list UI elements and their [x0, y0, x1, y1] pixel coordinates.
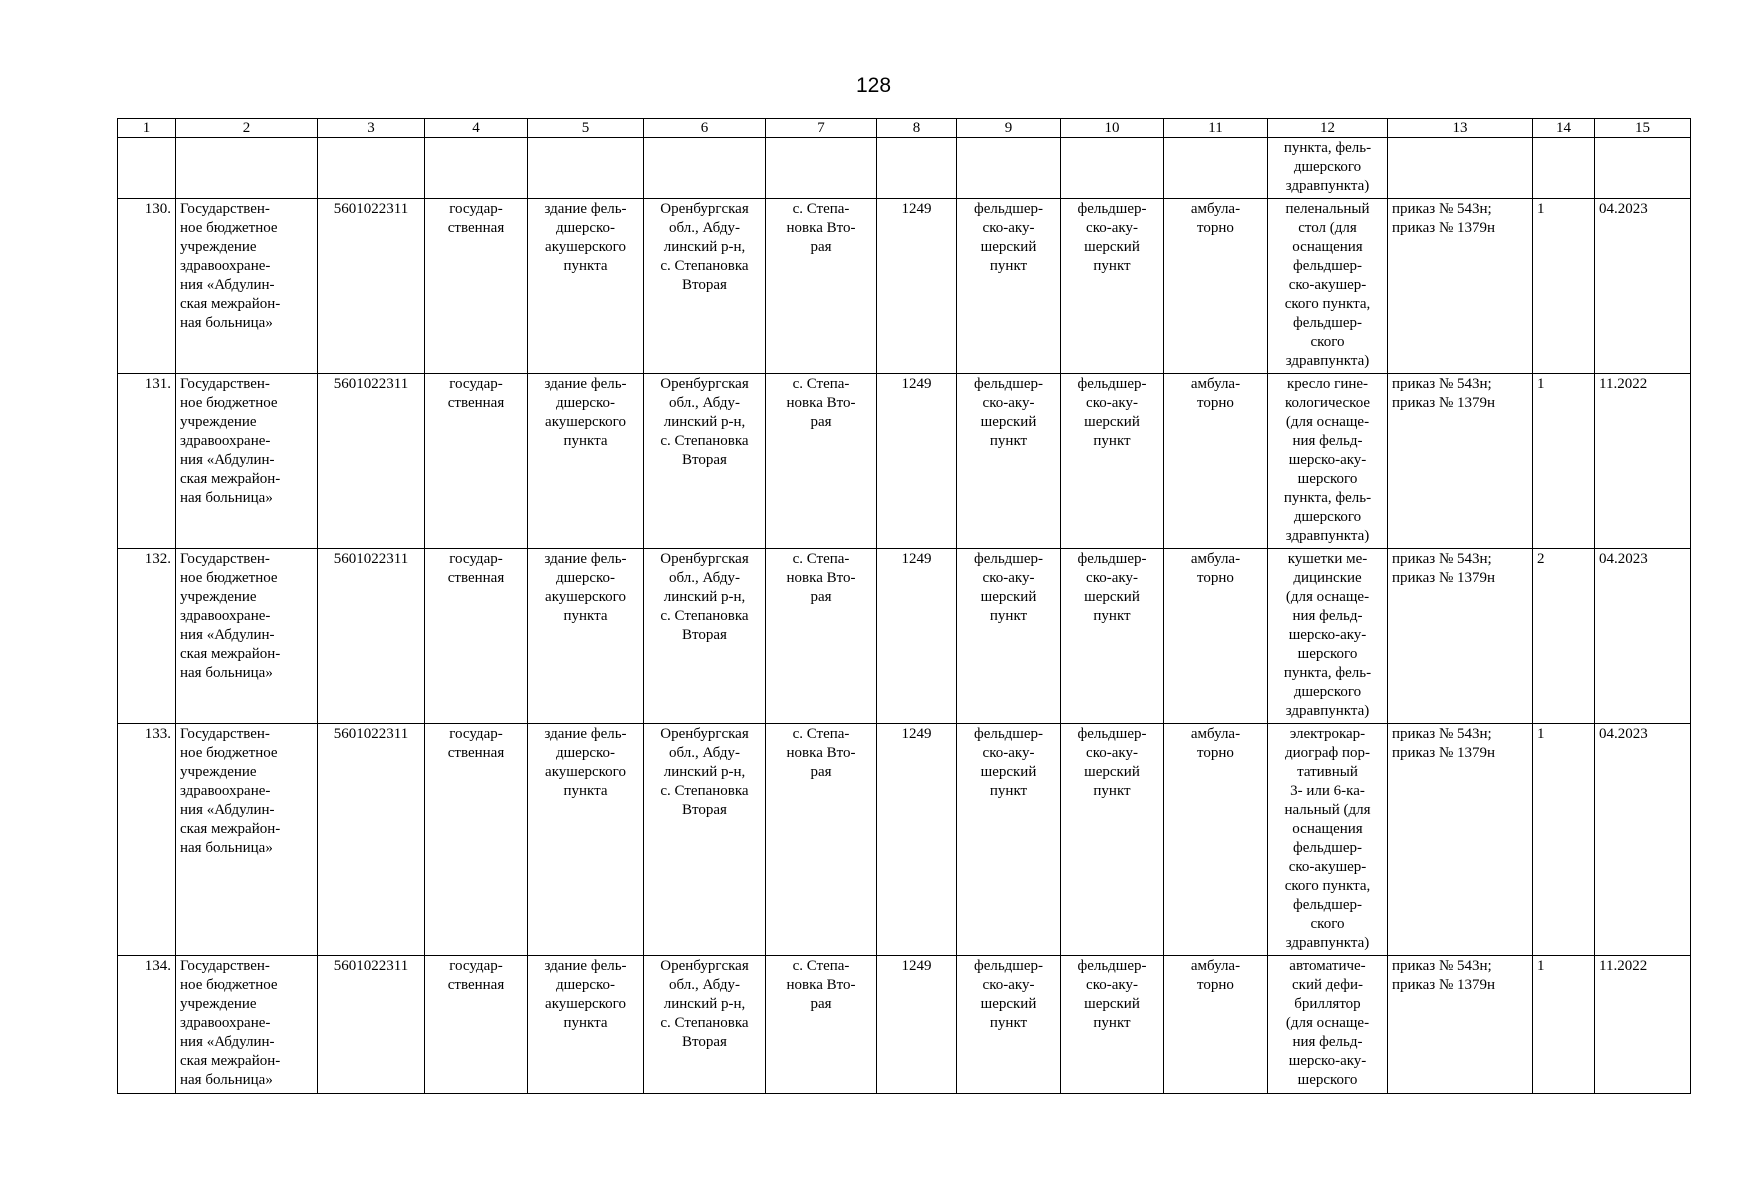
equipment-register-table: [117, 118, 1691, 1094]
equipment-cell: пеленальный стол (для оснащения фельдшер- ско-акушер- ского пункта, фельдшер- ского здравпункта): [1268, 199, 1388, 374]
continuation-row: [118, 138, 1691, 199]
column-header: 9: [957, 119, 1061, 138]
basis-cell: приказ № 543н; приказ № 1379н: [1388, 199, 1533, 374]
quantity-cell: 1: [1533, 724, 1595, 956]
table-cell: [1164, 138, 1268, 199]
date-cell: 11.2022: [1595, 374, 1691, 549]
care-form-cell: амбула- торно: [1164, 956, 1268, 1094]
basis-cell: приказ № 543н; приказ № 1379н: [1388, 724, 1533, 956]
settlement-cell: с. Степа- новка Вто- рая: [766, 956, 877, 1094]
unit-type-cell: фельдшер- ско-аку- шерский пункт: [957, 374, 1061, 549]
care-form-cell: амбула- торно: [1164, 199, 1268, 374]
organization-cell: Государствен- ное бюджетное учреждение здравоохране- ния «Абдулин- ская межрайон- ная больница»: [176, 724, 318, 956]
column-header: 12: [1268, 119, 1388, 138]
table-cell: [425, 138, 528, 199]
quantity-cell: 1: [1533, 956, 1595, 1094]
ownership-cell: государ- ственная: [425, 549, 528, 724]
settlement-cell: с. Степа- новка Вто- рая: [766, 724, 877, 956]
settlement-cell: с. Степа- новка Вто- рая: [766, 549, 877, 724]
table-cell: [1595, 138, 1691, 199]
unit-name-cell: фельдшер- ско-аку- шерский пункт: [1061, 549, 1164, 724]
date-cell: 04.2023: [1595, 724, 1691, 956]
row-number-cell: 131.: [118, 374, 176, 549]
table-cell: [528, 138, 644, 199]
building-cell: здание фель- дшерско- акушерского пункта: [528, 199, 644, 374]
unit-type-cell: фельдшер- ско-аку- шерский пункт: [957, 724, 1061, 956]
column-header: 2: [176, 119, 318, 138]
row-number-cell: 132.: [118, 549, 176, 724]
table-cell: [176, 138, 318, 199]
column-header: 6: [644, 119, 766, 138]
column-header: 15: [1595, 119, 1691, 138]
equipment-cell: кресло гине- кологическое (для оснаще- ния фельд- шерско-аку- шерского пункта, фель- дшерского здравпункта): [1268, 374, 1388, 549]
table-row: [118, 374, 1691, 549]
address-cell: Оренбургская обл., Абду- линский р-н, с. Степановка Вторая: [644, 724, 766, 956]
row-number-cell: 134.: [118, 956, 176, 1094]
building-cell: здание фель- дшерско- акушерского пункта: [528, 374, 644, 549]
care-form-cell: амбула- торно: [1164, 724, 1268, 956]
inn-cell: 5601022311: [318, 549, 425, 724]
table-cell: [318, 138, 425, 199]
inn-cell: 5601022311: [318, 374, 425, 549]
column-header: 5: [528, 119, 644, 138]
quantity-cell: 1: [1533, 199, 1595, 374]
table-cell: [877, 138, 957, 199]
equipment-cell: электрокар- диограф пор- тативный 3- или 6-ка- нальный (для оснащения фельдшер- ско-акушер- ского пункта, фельдшер- ского здравпункта): [1268, 724, 1388, 956]
code-cell: 1249: [877, 956, 957, 1094]
organization-cell: Государствен- ное бюджетное учреждение здравоохране- ния «Абдулин- ская межрайон- ная больница»: [176, 199, 318, 374]
care-form-cell: амбула- торно: [1164, 374, 1268, 549]
table-row: [118, 724, 1691, 956]
date-cell: 04.2023: [1595, 199, 1691, 374]
building-cell: здание фель- дшерско- акушерского пункта: [528, 956, 644, 1094]
ownership-cell: государ- ственная: [425, 956, 528, 1094]
column-number-row: [118, 119, 1691, 138]
page-number: 128: [855, 74, 892, 97]
table-cell: [118, 138, 176, 199]
building-cell: здание фель- дшерско- акушерского пункта: [528, 724, 644, 956]
column-header: 7: [766, 119, 877, 138]
column-header: 10: [1061, 119, 1164, 138]
table-cell: [1533, 138, 1595, 199]
organization-cell: Государствен- ное бюджетное учреждение здравоохране- ния «Абдулин- ская межрайон- ная больница»: [176, 374, 318, 549]
table-cell: [766, 138, 877, 199]
column-header: 1: [118, 119, 176, 138]
inn-cell: 5601022311: [318, 956, 425, 1094]
care-form-cell: амбула- торно: [1164, 549, 1268, 724]
column-header: 8: [877, 119, 957, 138]
inn-cell: 5601022311: [318, 724, 425, 956]
ownership-cell: государ- ственная: [425, 374, 528, 549]
ownership-cell: государ- ственная: [425, 199, 528, 374]
table-cell: [1061, 138, 1164, 199]
unit-type-cell: фельдшер- ско-аку- шерский пункт: [957, 549, 1061, 724]
code-cell: 1249: [877, 724, 957, 956]
table-cell: [1388, 138, 1533, 199]
row-number-cell: 130.: [118, 199, 176, 374]
equipment-cell: автоматиче- ский дефи- бриллятор (для оснаще- ния фельд- шерско-аку- шерского: [1268, 956, 1388, 1094]
ownership-cell: государ- ственная: [425, 724, 528, 956]
code-cell: 1249: [877, 374, 957, 549]
organization-cell: Государствен- ное бюджетное учреждение здравоохране- ния «Абдулин- ская межрайон- ная больница»: [176, 549, 318, 724]
column-header: 11: [1164, 119, 1268, 138]
unit-name-cell: фельдшер- ско-аку- шерский пункт: [1061, 724, 1164, 956]
basis-cell: приказ № 543н; приказ № 1379н: [1388, 549, 1533, 724]
unit-name-cell: фельдшер- ско-аку- шерский пункт: [1061, 956, 1164, 1094]
building-cell: здание фель- дшерско- акушерского пункта: [528, 549, 644, 724]
code-cell: 1249: [877, 549, 957, 724]
column-header: 13: [1388, 119, 1533, 138]
equipment-cell: кушетки ме- дицинские (для оснаще- ния фельд- шерско-аку- шерского пункта, фель- дшерского здравпункта): [1268, 549, 1388, 724]
column-header: 14: [1533, 119, 1595, 138]
basis-cell: приказ № 543н; приказ № 1379н: [1388, 956, 1533, 1094]
address-cell: Оренбургская обл., Абду- линский р-н, с. Степановка Вторая: [644, 199, 766, 374]
unit-name-cell: фельдшер- ско-аку- шерский пункт: [1061, 199, 1164, 374]
basis-cell: приказ № 543н; приказ № 1379н: [1388, 374, 1533, 549]
row-number-cell: 133.: [118, 724, 176, 956]
table-cell: [957, 138, 1061, 199]
table-row: [118, 199, 1691, 374]
column-header: 4: [425, 119, 528, 138]
date-cell: 11.2022: [1595, 956, 1691, 1094]
table-row: [118, 549, 1691, 724]
equipment-cell: пункта, фель- дшерского здравпункта): [1268, 138, 1388, 199]
unit-name-cell: фельдшер- ско-аку- шерский пункт: [1061, 374, 1164, 549]
address-cell: Оренбургская обл., Абду- линский р-н, с. Степановка Вторая: [644, 374, 766, 549]
table-cell: [644, 138, 766, 199]
quantity-cell: 1: [1533, 374, 1595, 549]
column-header: 3: [318, 119, 425, 138]
quantity-cell: 2: [1533, 549, 1595, 724]
unit-type-cell: фельдшер- ско-аку- шерский пункт: [957, 956, 1061, 1094]
unit-type-cell: фельдшер- ско-аку- шерский пункт: [957, 199, 1061, 374]
settlement-cell: с. Степа- новка Вто- рая: [766, 374, 877, 549]
table-row: [118, 956, 1691, 1094]
settlement-cell: с. Степа- новка Вто- рая: [766, 199, 877, 374]
code-cell: 1249: [877, 199, 957, 374]
address-cell: Оренбургская обл., Абду- линский р-н, с. Степановка Вторая: [644, 549, 766, 724]
address-cell: Оренбургская обл., Абду- линский р-н, с. Степановка Вторая: [644, 956, 766, 1094]
date-cell: 04.2023: [1595, 549, 1691, 724]
inn-cell: 5601022311: [318, 199, 425, 374]
organization-cell: Государствен- ное бюджетное учреждение здравоохране- ния «Абдулин- ская межрайон- ная больница»: [176, 956, 318, 1094]
